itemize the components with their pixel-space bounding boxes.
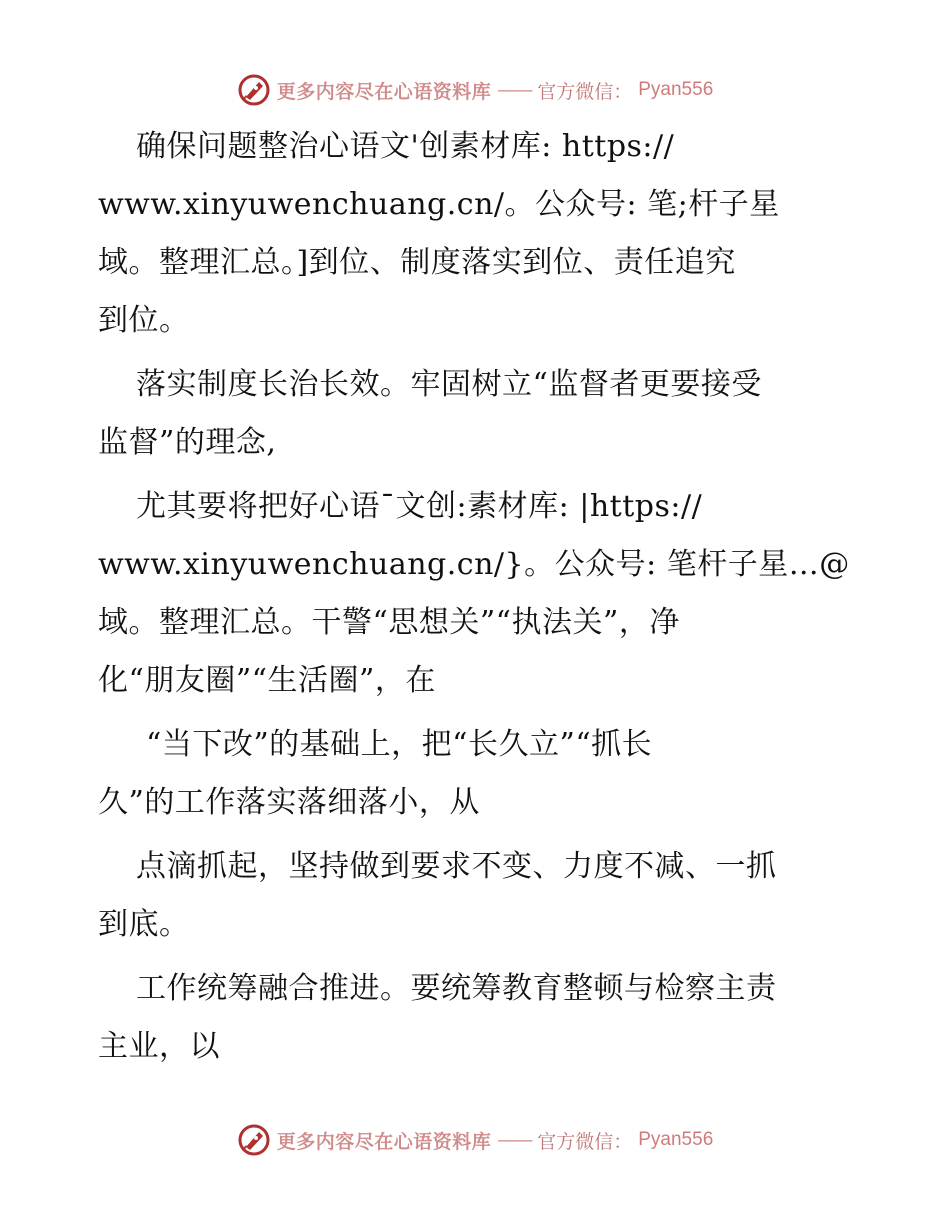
body-line: 久”的工作落实落细落小，从 (98, 785, 480, 820)
banner-dash: —— (497, 79, 532, 101)
banner-official-label: 官方微信： (537, 1130, 633, 1153)
banner-wechat-id: Pyan556 (638, 1129, 714, 1150)
header-banner (0, 70, 950, 110)
body-line: 到位。 (98, 303, 190, 338)
banner-official-label: 官方微信： (537, 80, 633, 103)
document-body (98, 118, 878, 1076)
body-line: 域。整理汇总。干警“思想关”“执法关”，净 (98, 605, 680, 640)
banner-dash: —— (497, 1129, 532, 1151)
pen-nib-circle-icon (237, 1123, 271, 1157)
footer-banner (0, 1120, 950, 1160)
banner-text: 更多内容尽在心语资料库 (276, 80, 492, 103)
body-line: 主业，以 (98, 1029, 220, 1064)
body-line: “当下改”的基础上，把“长久立”“抓长 (146, 727, 653, 762)
body-line: 域。整理汇总。]到位、制度落实到位、责任追究 (98, 245, 736, 280)
banner-text: 更多内容尽在心语资料库 (276, 1130, 492, 1153)
body-line: 尤其要将把好心语¯文创:素材库: |https:// (136, 489, 703, 524)
body-line: www.xinyuwenchuang.cn/。公众号: 笔;杆子星 (98, 187, 780, 222)
body-line: 监督”的理念, (98, 425, 277, 460)
body-line: 落实制度长治长效。牢固树立“监督者更要接受 (136, 367, 762, 402)
body-line: 到底。 (98, 907, 190, 942)
body-line: www.xinyuwenchuang.cn/}。公众号: 笔杆子星…@ (98, 547, 850, 582)
pen-nib-circle-icon (237, 73, 271, 107)
body-line: 化“朋友圈”“生活圈”，在 (98, 663, 436, 698)
body-line: 确保问题整治心语文'创素材库: https:// (136, 129, 675, 164)
body-line: 点滴抓起，坚持做到要求不变、力度不减、一抓 (136, 849, 777, 884)
body-line: 工作统筹融合推进。要统筹教育整顿与检察主责 (136, 971, 777, 1006)
banner-wechat-id: Pyan556 (638, 79, 714, 100)
